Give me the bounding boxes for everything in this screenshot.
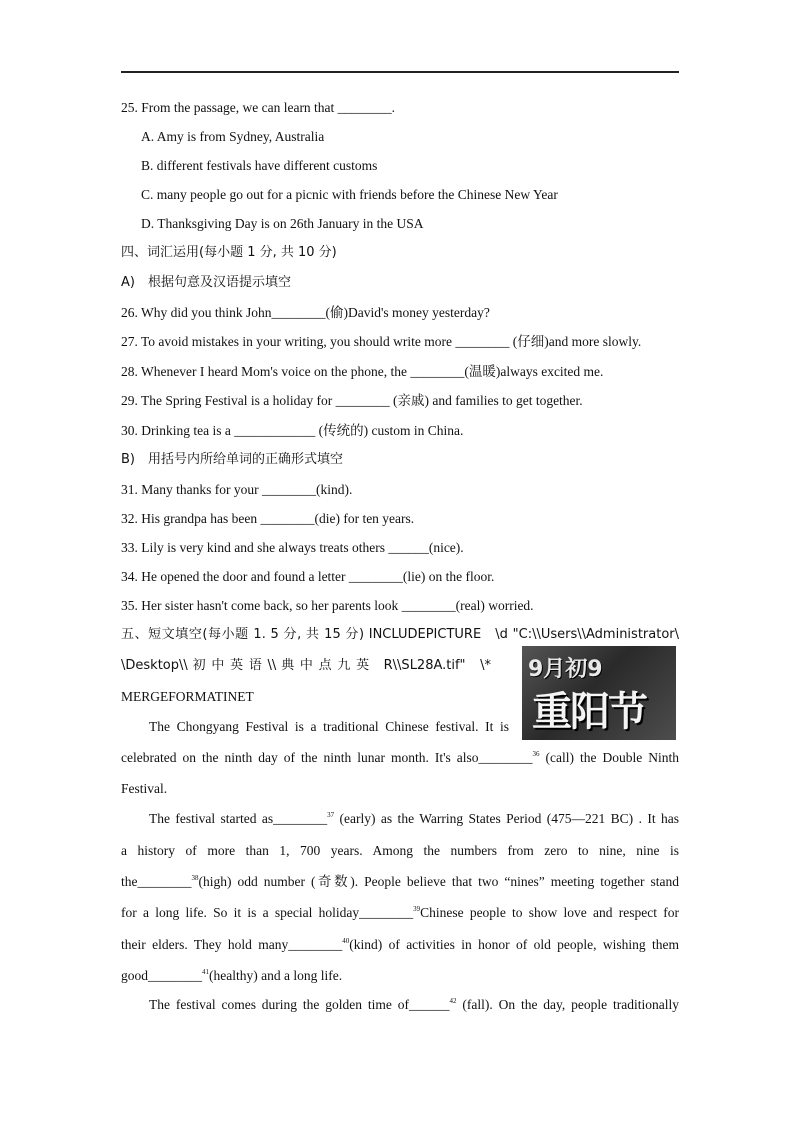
question-29: 29. The Spring Festival is a holiday for ________ (亲戚) and families to get together. (121, 393, 583, 408)
question-31: 31. Many thanks for your ________(kind). (121, 482, 353, 497)
passage-p2-line6: good________$^{41}$(healthy) and a long life. (121, 968, 343, 983)
section-4-title: 四、词汇运用(每小题 1 分, 共 10 分) (121, 245, 337, 260)
passage-p2-line2: a history of more than 1, 700 years. Among the numbers from zero to nine, nine is (121, 843, 679, 858)
passage-p2-line3: the________$^{38}$(high) odd number (奇数). People believe that two “nines” meeting together stand (121, 874, 679, 889)
passage-p2-line1: The festival started as________$^{37}$ (early) as the Warring States Period (475—221 BC) . It has (149, 811, 679, 826)
passage-p1-line1: The Chongyang Festival is a traditional Chinese festival. It is (149, 719, 509, 734)
question-26: 26. Why did you think John________(偷)David's money yesterday? (121, 305, 490, 320)
blank-number: 40 (342, 937, 350, 945)
header-rule (121, 71, 679, 73)
question-27: 27. To avoid mistakes in your writing, you should write more ________ (仔细)and more slowly. (121, 334, 642, 349)
passage-p3-line1: The festival comes during the golden time of______$^{42}$ (fall). On the day, people traditionally (149, 997, 679, 1012)
image-caption-festival: 重阳节 (532, 689, 646, 735)
field-code-path: \Desktop\\ 初 中 英 语 \\ 典 中 点 九 英 R\\SL28A.tif" \* (121, 658, 491, 673)
question-25-stem: 25. From the passage, we can learn that ________. (121, 100, 396, 115)
question-32: 32. His grandpa has been ________(die) for ten years. (121, 511, 415, 526)
blank-number: 36 (532, 750, 540, 758)
section-5-title: 五、短文填空(每小题 1. 5 分, 共 15 分) INCLUDEPICTURE \d "C:\\Users\\Administrator\ (121, 627, 679, 642)
option-a: A. Amy is from Sydney, Australia (141, 129, 325, 144)
blank-number: 41 (202, 968, 209, 976)
blank-number: 42 (449, 997, 457, 1005)
blank-number: 37 (327, 811, 335, 819)
question-28: 28. Whenever I heard Mom's voice on the phone, the ________(温暖)always excited me. (121, 364, 604, 379)
option-b: B. different festivals have different customs (141, 158, 378, 173)
chongyang-festival-image (522, 646, 676, 740)
passage-p2-line4: for a long life. So it is a special holiday________$^{39}$Chinese people to show love and respect for (121, 905, 680, 920)
blank-number: 38 (191, 874, 199, 882)
passage-p2-line5: their elders. They hold many________$^{40}$(kind) of activities in honor of old people, wishing them (121, 937, 679, 952)
question-35: 35. Her sister hasn't come back, so her parents look ________(real) worried. (121, 598, 534, 613)
passage-p1-line2: celebrated on the ninth day of the ninth lunar month. It's also________$^{36}$ (call) the Double Ninth (121, 750, 679, 765)
image-caption-date: 9月初9 (528, 657, 603, 682)
blank-number: 39 (413, 905, 421, 913)
option-c: C. many people go out for a picnic with friends before the Chinese New Year (141, 187, 558, 202)
section-4-part-b: B) 用括号内所给单词的正确形式填空 (121, 452, 343, 467)
option-d: D. Thanksgiving Day is on 26th January in the USA (141, 216, 424, 231)
question-33: 33. Lily is very kind and she always treats others ______(nice). (121, 540, 464, 555)
field-code-format: MERGEFORMATINET (121, 689, 254, 704)
passage-p1-line3: Festival. (121, 781, 168, 796)
question-30: 30. Drinking tea is a ____________ (传统的) custom in China. (121, 423, 464, 438)
question-34: 34. He opened the door and found a letter ________(lie) on the floor. (121, 569, 495, 584)
section-4-part-a: A) 根据句意及汉语提示填空 (121, 275, 291, 290)
